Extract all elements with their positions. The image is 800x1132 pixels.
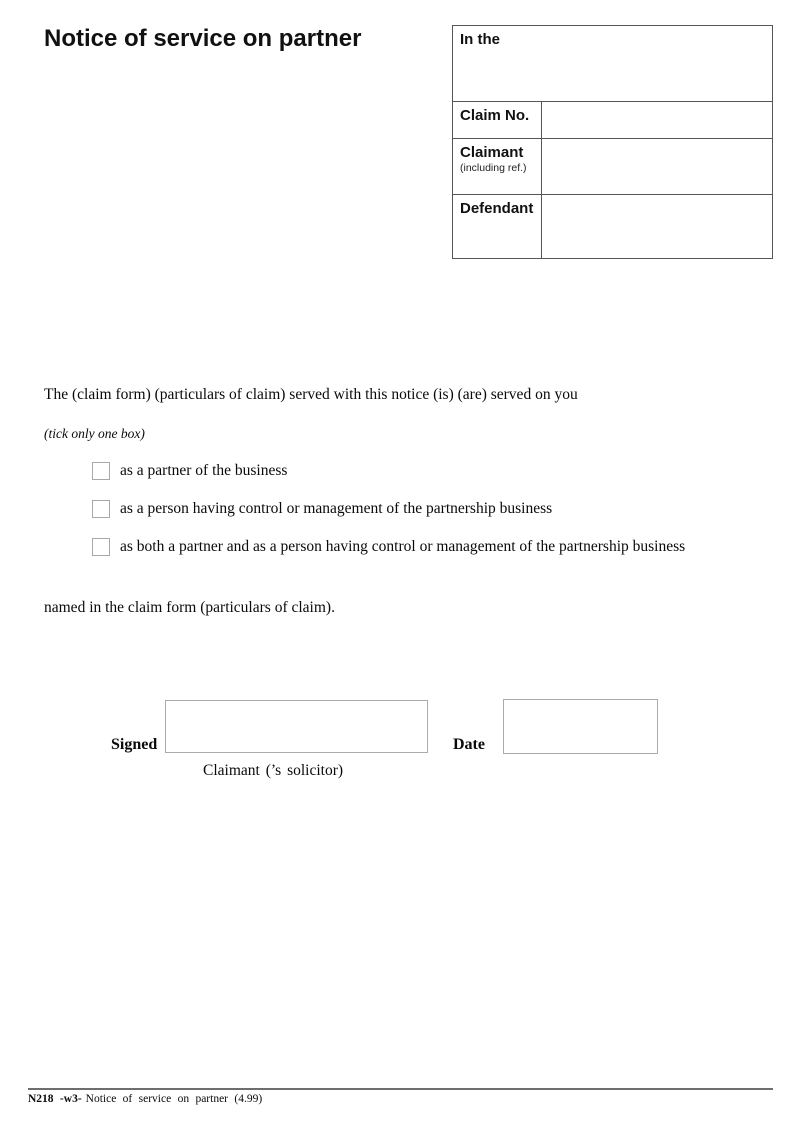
footer-text	[28, 1093, 262, 1105]
option-control-management	[92, 500, 552, 518]
defendant-row	[453, 194, 772, 258]
option-partner	[92, 462, 287, 480]
page-title: Notice of service on partner	[44, 25, 362, 52]
court-name-row	[453, 26, 772, 101]
claimant-label-text: Claimant	[460, 144, 524, 161]
date-input-box[interactable]	[503, 699, 658, 754]
tick-instruction-text: (tick only one box)	[44, 426, 145, 441]
signed-caption: Claimant (’s solicitor)	[203, 762, 344, 779]
date-label: Date	[453, 736, 485, 753]
control-management-checkbox[interactable]	[92, 500, 110, 518]
claim-no-row	[453, 101, 772, 138]
claimant-input[interactable]	[542, 139, 772, 194]
claim-no-label	[453, 102, 542, 138]
case-details-table	[452, 25, 773, 259]
partner-option-label: as a partner of the business	[120, 462, 288, 479]
closing-text: named in the claim form (particulars of claim).	[44, 599, 335, 616]
both-option-label: as both a partner and as a person having control or management of the partnership business	[120, 538, 686, 555]
claim-no-input[interactable]	[542, 102, 772, 138]
both-checkbox[interactable]	[92, 538, 110, 556]
defendant-label	[453, 195, 542, 258]
form-description: Notice of service on partner (4.99)	[85, 1093, 263, 1105]
court-name-cell[interactable]	[453, 26, 772, 101]
form-code: N218 -w3-	[28, 1093, 82, 1105]
control-management-option-label: as a person having control or management of the partnership business	[120, 500, 553, 517]
defendant-label-text: Defendant	[460, 200, 534, 217]
service-intro-text: The (claim form) (particulars of claim) served with this notice (is) (are) served on you	[44, 386, 578, 403]
claimant-row	[453, 138, 772, 194]
claimant-ref-sublabel: (including ref.)	[460, 161, 527, 174]
claimant-label	[453, 139, 542, 194]
partner-checkbox[interactable]	[92, 462, 110, 480]
in-the-label: In the	[460, 31, 500, 48]
claim-no-label-text: Claim No.	[460, 107, 530, 124]
option-both	[92, 538, 685, 556]
defendant-input[interactable]	[542, 195, 772, 258]
signed-label: Signed	[111, 736, 158, 753]
footer-divider	[28, 1088, 773, 1090]
signature-input-box[interactable]	[165, 700, 428, 753]
